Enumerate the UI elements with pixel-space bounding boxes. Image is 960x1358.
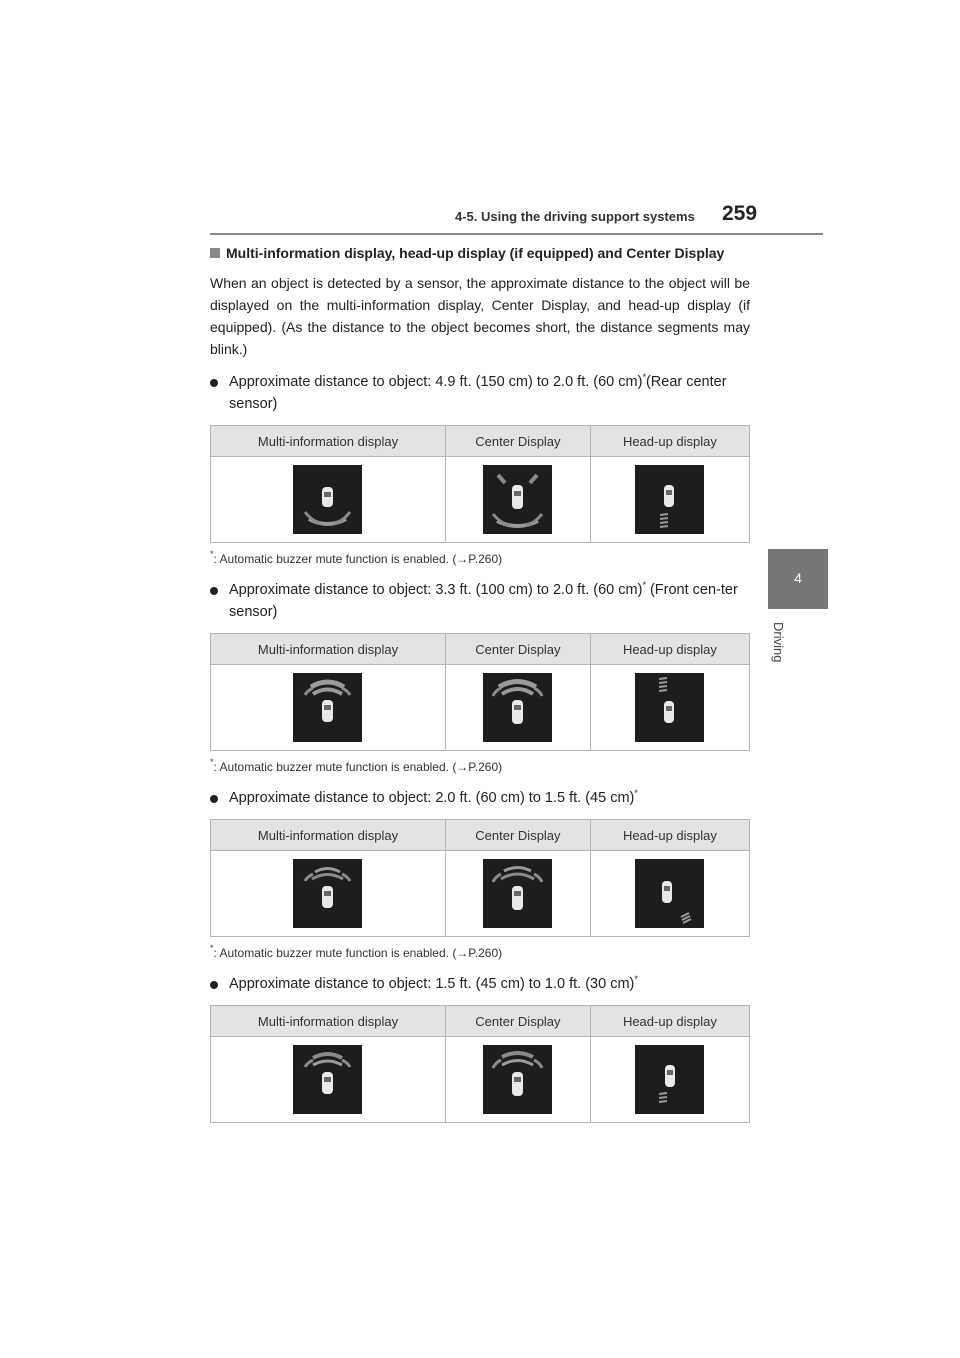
- col-header-center: Center Display: [445, 634, 590, 665]
- footnote-mark: *: [634, 974, 638, 984]
- mid-rear-center-display: [293, 465, 362, 534]
- distance-text: Approximate distance to object: 3.3 ft. (100 cm) to 2.0 ft. (60 cm): [229, 582, 643, 598]
- footnote-mark: *: [634, 788, 638, 798]
- distance-bullet: [210, 787, 750, 809]
- header-rule: [210, 233, 823, 235]
- center-60-45-display: [483, 859, 552, 928]
- footnote-mark: *: [642, 372, 646, 382]
- col-header-hud: Head-up display: [590, 426, 749, 457]
- distance-text: Approximate distance to object: 2.0 ft. (60 cm) to 1.5 ft. (45 cm): [229, 790, 635, 806]
- footnote: [210, 759, 750, 775]
- display-table: [210, 1005, 750, 1123]
- center-45-30-display: [483, 1045, 552, 1114]
- section-heading-text: Multi-information display, head-up display (if equipped) and Center Display: [226, 245, 725, 261]
- hud-rear-center-display: [635, 465, 704, 534]
- mid-60-45-display: [293, 859, 362, 928]
- display-table: [210, 425, 750, 543]
- footnote-mark: *: [210, 757, 214, 767]
- bullet-dot-icon: [210, 379, 218, 387]
- mid-front-center-display: [293, 673, 362, 742]
- col-header-mid: Multi-information display: [211, 820, 446, 851]
- footnote-text: : Automatic buzzer mute function is enabled. (→P.260): [213, 760, 503, 774]
- footnote-text: : Automatic buzzer mute function is enabled. (→P.260): [213, 552, 503, 566]
- distance-suffix: (Front cen-ter sensor): [229, 582, 738, 620]
- mid-45-30-display: [293, 1045, 362, 1114]
- bullet-dot-icon: [210, 587, 218, 595]
- intro-paragraph: When an object is detected by a sensor, the approximate distance to the object will be displayed on the multi-information display, Center Display, and head-up display (if equipped). (As the distance to the object becomes short, the distance segments may blink.): [210, 275, 750, 357]
- hud-60-45-display: [635, 859, 704, 928]
- footnote: [210, 551, 750, 567]
- distance-bullet: [210, 579, 750, 623]
- header-section-title: 4-5. Using the driving support systems: [455, 209, 695, 224]
- distance-text: Approximate distance to object: 1.5 ft. (45 cm) to 1.0 ft. (30 cm): [229, 976, 635, 992]
- col-header-center: Center Display: [445, 426, 590, 457]
- chapter-number: 4: [794, 570, 802, 586]
- col-header-mid: Multi-information display: [211, 426, 446, 457]
- footnote-mark: *: [210, 549, 214, 559]
- col-header-mid: Multi-information display: [211, 1006, 446, 1037]
- page-number: 259: [722, 202, 758, 225]
- distance-text: Approximate distance to object: 4.9 ft. (150 cm) to 2.0 ft. (60 cm): [229, 374, 643, 390]
- hud-45-30-display: [635, 1045, 704, 1114]
- chapter-label: Driving: [771, 622, 786, 663]
- col-header-hud: Head-up display: [590, 820, 749, 851]
- page-content: [210, 244, 750, 1123]
- col-header-hud: Head-up display: [590, 634, 749, 665]
- col-header-hud: Head-up display: [590, 1006, 749, 1037]
- col-header-mid: Multi-information display: [211, 634, 446, 665]
- center-rear-center-display: [483, 465, 552, 534]
- bullet-dot-icon: [210, 981, 218, 989]
- square-bullet-icon: [210, 248, 220, 258]
- distance-bullet: [210, 973, 750, 995]
- footnote-mark: *: [210, 943, 214, 953]
- display-table: [210, 633, 750, 751]
- bullet-dot-icon: [210, 795, 218, 803]
- center-front-center-display: [483, 673, 552, 742]
- col-header-center: Center Display: [445, 1006, 590, 1037]
- footnote-text: : Automatic buzzer mute function is enabled. (→P.260): [213, 946, 503, 960]
- hud-front-center-display: [635, 673, 704, 742]
- distance-suffix: (Rear center sensor): [229, 374, 727, 412]
- col-header-center: Center Display: [445, 820, 590, 851]
- footnote-mark: *: [642, 580, 646, 590]
- section-heading: [210, 244, 750, 262]
- footnote: [210, 945, 750, 961]
- display-table: [210, 819, 750, 937]
- distance-bullet: [210, 371, 750, 415]
